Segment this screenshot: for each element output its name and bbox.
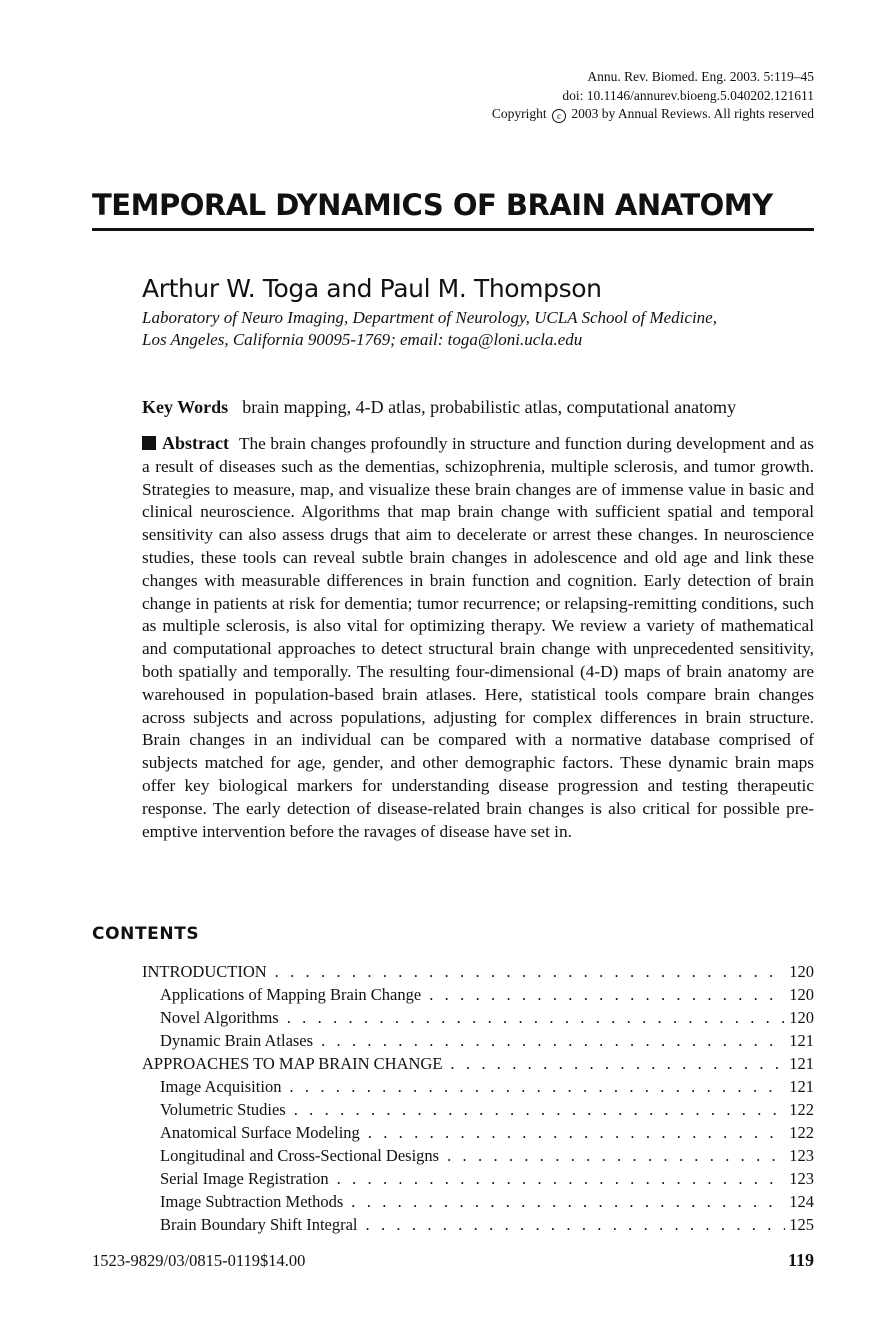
affiliation [142, 307, 802, 351]
keywords [142, 397, 736, 418]
issn-code: 1523-9829/03/0815-0119$14.00 [92, 1251, 306, 1270]
toc-entry [142, 1077, 814, 1100]
toc-leader-dots [337, 1169, 786, 1189]
copyright-text: 2003 by Annual Reviews. All rights reserved [571, 106, 814, 121]
toc-entry-page: 120 [789, 1008, 814, 1027]
paper-title: TEMPORAL DYNAMICS OF BRAIN ANATOMY [92, 188, 814, 231]
toc-entry-label: Longitudinal and Cross-Sectional Designs [160, 1146, 440, 1165]
affiliation-line-2: Los Angeles, California 90095-1769; email: toga@loni.ucla.edu [142, 330, 583, 349]
journal-citation: Annu. Rev. Biomed. Eng. 2003. 5:119–45 [587, 69, 814, 84]
toc-entry-label: Novel Algorithms [160, 1008, 279, 1027]
toc-leader-dots [321, 1031, 785, 1051]
toc-entry [142, 1031, 814, 1054]
toc-leader-dots [366, 1215, 786, 1235]
abstract-label: Abstract [162, 433, 229, 453]
copyright-line [492, 105, 814, 124]
toc-leader-dots [351, 1192, 785, 1212]
journal-header [492, 68, 814, 124]
toc-entry-label: INTRODUCTION [142, 962, 267, 981]
toc-entry-page: 125 [789, 1215, 814, 1234]
toc-entry-label: Applications of Mapping Brain Change [160, 985, 422, 1004]
keywords-text: brain mapping, 4-D atlas, probabilistic atlas, computational anatomy [242, 397, 737, 417]
toc-entry-page: 123 [789, 1146, 814, 1165]
toc-entry-label: Anatomical Surface Modeling [160, 1123, 360, 1142]
doi: doi: 10.1146/annurev.bioeng.5.040202.121611 [562, 87, 814, 103]
square-bullet-icon [142, 436, 156, 450]
authors: Arthur W. Toga and Paul M. Thompson [142, 274, 602, 303]
toc-leader-dots [289, 1077, 785, 1097]
toc-entry-page: 122 [789, 1123, 814, 1142]
toc-entry-page: 121 [789, 1077, 814, 1096]
toc-leader-dots [429, 985, 785, 1005]
toc-entry-label: Image Subtraction Methods [160, 1192, 344, 1211]
page-number: 119 [787, 1250, 814, 1270]
abstract-text: The brain changes profoundly in structure and function during development and as a result of diseases such as the dementias, schizophrenia, multiple sclerosis, and tumor growth. Strategies to measure, map, and visualize these brain changes are of immense value in basic and clinical neuroscience. Algorithms that map brain change with sufficient spatial and temporal sensitivity can also assess drugs that aim to decelerate or arrest these changes. In neuroscience studies, these tools can reveal subtle brain changes in adolescence and old age and link these changes with measurable differences in brain function and cognition. Early detection of brain change in patients at risk for dementia; tumor recurrence; or relapsing-remitting conditions, such as multiple sclerosis, is also vital for optimizing therapy. We review a variety of mathematical and computational approaches to detect structural brain change with unprecedented sensitivity, both spatially and temporally. The resulting four-dimensional (4-D) maps of brain anatomy are warehoused in population-based brain atlases. Here, statistical tools compare brain changes across subjects and across populations, adjusting for complex differences in brain structure. Brain changes in an individual can be compared with a normative database comprised of subjects matched for age, gender, and other demographic factors. These dynamic brain maps offer key biological markers for understanding disease progression and testing therapeutic response. The early detection of disease-related brain changes is also critical for possible pre-emptive intervention before the ravages of disease have set in. [142, 434, 814, 841]
toc-entry [142, 1192, 814, 1215]
toc-entry [142, 1100, 814, 1123]
toc-entry-page: 120 [789, 962, 814, 981]
toc-entry-page: 121 [789, 1054, 814, 1073]
toc-leader-dots [368, 1123, 785, 1143]
toc-entry-page: 123 [789, 1169, 814, 1188]
toc-leader-dots [294, 1100, 786, 1120]
toc-leader-dots [275, 962, 786, 982]
toc-leader-dots [447, 1146, 785, 1166]
toc-entry [142, 1123, 814, 1146]
toc-entry-label: Brain Boundary Shift Integral [160, 1215, 358, 1234]
toc-entry [142, 1169, 814, 1192]
toc-entry-label: Serial Image Registration [160, 1169, 329, 1188]
table-of-contents [142, 962, 814, 1238]
toc-entry [142, 1215, 814, 1238]
contents-heading: CONTENTS [92, 924, 200, 944]
toc-entry-page: 121 [789, 1031, 814, 1050]
toc-leader-dots [287, 1008, 786, 1028]
keywords-label: Key Words [142, 397, 229, 417]
toc-entry [142, 1146, 814, 1169]
toc-entry [142, 962, 814, 985]
affiliation-line-1: Laboratory of Neuro Imaging, Department of Neurology, UCLA School of Medicine, [142, 308, 717, 327]
toc-entry-label: Volumetric Studies [160, 1100, 286, 1119]
toc-entry [142, 1008, 814, 1031]
toc-entry-page: 124 [789, 1192, 814, 1211]
abstract [142, 432, 814, 843]
copyright-icon: c [552, 109, 566, 123]
toc-entry-label: Dynamic Brain Atlases [160, 1031, 314, 1050]
toc-entry-label: APPROACHES TO MAP BRAIN CHANGE [142, 1054, 443, 1073]
toc-leader-dots [450, 1054, 785, 1074]
toc-entry-page: 120 [789, 985, 814, 1004]
toc-entry [142, 985, 814, 1008]
toc-entry-label: Image Acquisition [160, 1077, 282, 1096]
copyright-prefix: Copyright [491, 106, 547, 121]
toc-entry [142, 1054, 814, 1077]
toc-entry-page: 122 [789, 1100, 814, 1119]
